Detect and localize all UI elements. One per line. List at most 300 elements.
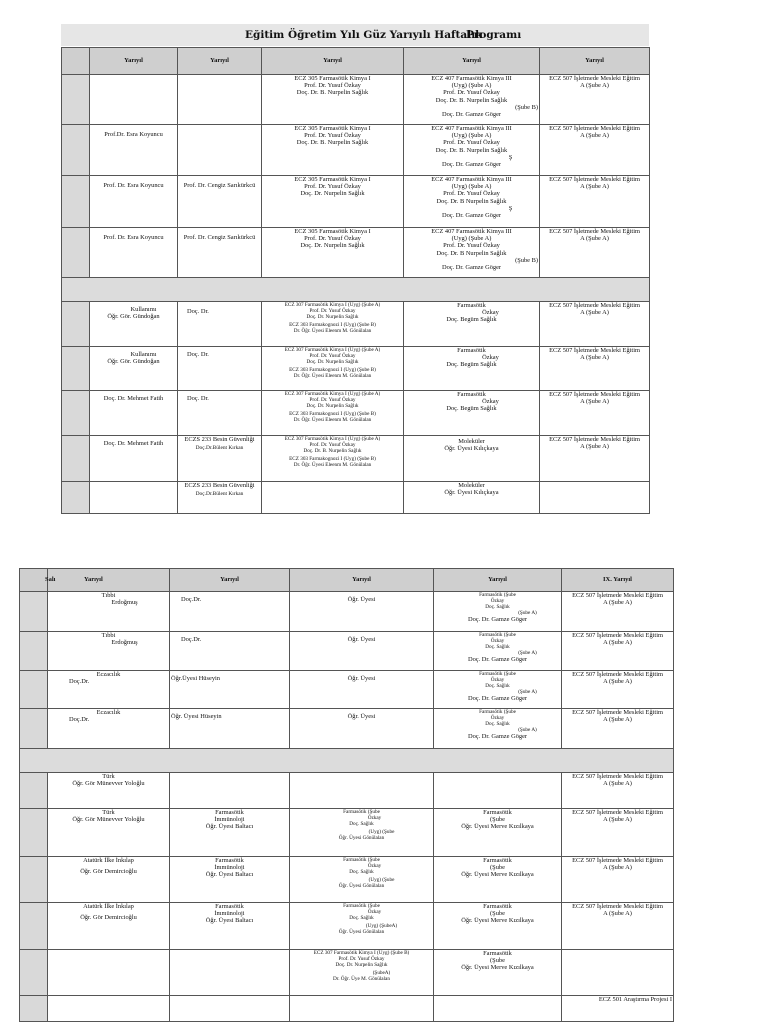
table-cell xyxy=(48,592,170,632)
table-cell xyxy=(290,857,434,903)
cell-line: ECZS 233 Besin Güvenliği xyxy=(184,482,255,489)
cell-line: Türk xyxy=(102,773,115,780)
cell-line: Prof. Dr. Yusuf Özkay xyxy=(304,82,361,90)
cell-line: Doç. Dr. Gamze Göger xyxy=(467,733,528,740)
table-row xyxy=(62,228,650,278)
cell-line: Doç. Dr. xyxy=(187,395,209,402)
cell-line: ECZ 507 İşletmede Mesleki Eğitim xyxy=(572,857,663,864)
cell-line: ECZ 307 Farmasötik Kimya I (Uyg) (Şube A) xyxy=(284,347,381,353)
table-cell xyxy=(290,996,434,1022)
cell-line: Prof. Dr. Yusuf Özkay xyxy=(309,397,356,403)
table-cell xyxy=(170,773,290,809)
table-cell xyxy=(170,996,290,1022)
separator-cell xyxy=(20,749,674,773)
table-cell xyxy=(562,950,674,996)
table-row xyxy=(62,391,650,436)
cell-line: Prof. Dr. Yusuf Özkay xyxy=(309,353,356,359)
cell-line: Öğr. Üyesi Kılıçkaya xyxy=(444,489,499,497)
header-cell: Yarıyıl xyxy=(434,569,562,592)
cell-line: Öğr. Üyesi Merve Kızılkaya xyxy=(461,823,534,831)
cell-line: Doç. Dr. Gamze Göger xyxy=(441,161,502,169)
cell-line: Doç. Dr. Mehmet Fatih xyxy=(103,395,164,402)
cell-line: Öğr. Üyesi xyxy=(347,675,376,682)
cell-line: Öğr. Üyesi Merve Kızılkaya xyxy=(461,964,534,972)
table-cell xyxy=(404,176,540,228)
table-cell xyxy=(178,436,262,482)
table-cell xyxy=(404,302,540,347)
cell-line: Prof. Dr. Yusuf Özkay xyxy=(443,139,500,147)
time-cell xyxy=(20,809,48,857)
cell-line: A (Şube A) xyxy=(603,678,632,686)
cell-line: ECZ 501 Araştırma Projesi I xyxy=(598,996,672,1003)
table-cell xyxy=(170,903,290,950)
cell-line: Doç.Dr. xyxy=(181,636,202,643)
cell-line: ECZ 507 İşletmede Mesleki Eğitim xyxy=(572,773,663,780)
table-cell xyxy=(434,809,562,857)
table-row xyxy=(20,857,674,903)
table-cell xyxy=(434,773,562,809)
time-cell xyxy=(62,391,90,436)
cell-line: Öğr. Üyesi Hüseyin xyxy=(171,713,222,720)
cell-line: Farmasötik xyxy=(483,809,512,816)
table-row xyxy=(20,632,674,671)
cell-line: Doç. Dr. Nurpelin Sağlık xyxy=(335,962,388,968)
cell-line: Türk xyxy=(102,809,115,816)
cell-line: Doç. Dr. Nurpelin Sağlık xyxy=(300,242,365,250)
table-cell xyxy=(562,857,674,903)
cell-line: Öğr. Üyesi Gönülalan xyxy=(338,929,385,935)
cell-line: Öğr. Gör Münevver Yoloğlu xyxy=(72,816,145,824)
cell-line: Doç.Dr.Bülent Kırkan xyxy=(195,445,244,452)
table-row xyxy=(20,671,674,709)
table-cell xyxy=(434,950,562,996)
schedule-table-monday xyxy=(61,47,650,514)
table-row xyxy=(20,950,674,996)
cell-line: ECZ 307 Farmasötik Kimya I (Uyg) (Şube A) xyxy=(284,302,381,308)
cell-line: Doç. Dr. xyxy=(187,351,209,358)
page-title xyxy=(61,24,649,46)
cell-line: Doç. Dr. Gamze Göger xyxy=(467,656,528,663)
table-cell xyxy=(404,482,540,514)
table-cell xyxy=(178,391,262,436)
cell-line: Özkay xyxy=(482,398,499,406)
table-cell xyxy=(404,436,540,482)
table-cell xyxy=(434,996,562,1022)
header-cell: Yarıyıl xyxy=(290,569,434,592)
time-cell xyxy=(20,632,48,671)
table-cell xyxy=(48,809,170,857)
cell-line: Prof. Dr. Yusuf Özkay xyxy=(443,190,500,198)
header-cell: Yarıyıl xyxy=(90,48,178,75)
table-cell xyxy=(90,347,178,391)
table-cell xyxy=(178,482,262,514)
table-row-separator xyxy=(62,278,650,302)
cell-line: Özkay xyxy=(367,863,382,869)
cell-line: Dr. Öğr. Üyesi Eleenm M. Gönülalan xyxy=(293,328,372,334)
cell-line: Doç. Dr. Nurpelin Sağlık xyxy=(300,190,365,198)
table-cell xyxy=(170,709,290,749)
cell-line: Öğr. Üyesi Baltacı xyxy=(205,823,254,831)
table-header-row xyxy=(20,569,674,592)
header-cell xyxy=(20,569,56,592)
cell-line: (Şube B) xyxy=(515,256,538,264)
table-cell xyxy=(48,773,170,809)
cell-line: ECZ 307 Farmasötik Kimya I (Uyg) (Şube B) xyxy=(313,950,410,956)
cell-line: Moleküler xyxy=(458,438,485,445)
cell-line: Farmasötik xyxy=(457,391,486,398)
cell-line: (Uyg) (ŞubeA) xyxy=(365,923,398,929)
table-cell xyxy=(540,75,650,125)
cell-line: Farmasötik xyxy=(215,809,244,816)
cell-line: A (Şube A) xyxy=(603,864,632,872)
cell-line: (Uyg) (Şube A) xyxy=(451,82,492,90)
cell-line: ECZ 303 Farmakognozi I (Uyg) (Şube B) xyxy=(289,456,376,462)
cell-line: A (Şube A) xyxy=(603,639,632,647)
time-cell xyxy=(20,709,48,749)
time-cell xyxy=(62,228,90,278)
header-cell: Yarıyıl xyxy=(540,48,650,75)
cell-line: Doç. Sağlık xyxy=(349,821,374,827)
cell-line: ECZ 507 İşletmede Mesleki Eğitim xyxy=(549,176,640,183)
cell-line: A (Şube A) xyxy=(603,599,632,607)
cell-line: Farmasötik (Şube xyxy=(343,857,380,863)
cell-line: ECZ 507 İşletmede Mesleki Eğitim xyxy=(549,125,640,132)
cell-line: (Uyg) (Şube A) xyxy=(451,183,492,191)
table-cell xyxy=(48,950,170,996)
cell-line: Doç.Dr. xyxy=(69,716,90,724)
table-cell xyxy=(562,996,674,1022)
table-cell xyxy=(540,176,650,228)
cell-line: Doç. Dr. Nurpelin Sağlık xyxy=(306,403,359,409)
cell-line: Doç. Dr. B. Nurpelin Sağlık xyxy=(296,139,369,147)
cell-line: Prof. Dr. Yusuf Özkay xyxy=(309,442,356,448)
cell-line: Prof. Dr. Yusuf Özkay xyxy=(304,183,361,191)
cell-line: ECZ 507 İşletmede Mesleki Eğitim xyxy=(549,75,640,82)
cell-line: Özkay xyxy=(482,354,499,362)
table-cell xyxy=(290,950,434,996)
table-cell xyxy=(404,75,540,125)
table-cell xyxy=(48,632,170,671)
cell-line: Öğr. Üyesi xyxy=(347,596,376,603)
table-cell xyxy=(90,436,178,482)
table-cell xyxy=(48,709,170,749)
cell-line: Ş xyxy=(508,153,513,161)
table-row xyxy=(62,482,650,514)
table-row xyxy=(62,125,650,176)
cell-line: ECZ 307 Farmasötik Kimya I (Uyg) (Şube A) xyxy=(284,436,381,442)
cell-line: Öğr. Üyesi xyxy=(347,636,376,643)
cell-line: (Şube xyxy=(490,910,505,918)
cell-line: (Şube A) xyxy=(518,727,537,733)
table-cell xyxy=(262,436,404,482)
cell-line: İmmünoloji xyxy=(214,864,245,872)
cell-line: Öğr. Gör Demircioğlu xyxy=(80,914,137,922)
cell-line: Dr. Öğr. Üyesi Eleenm M. Gönülalan xyxy=(293,462,372,468)
time-cell xyxy=(20,996,48,1022)
cell-line: Öğr. Üyesi Baltacı xyxy=(205,871,254,879)
cell-line: Prof. Dr. Esra Koyuncu xyxy=(103,182,164,189)
cell-line: Özkay xyxy=(490,715,505,721)
time-cell xyxy=(20,903,48,950)
cell-line: Farmasötik (Şube xyxy=(343,903,380,909)
table-cell xyxy=(404,228,540,278)
cell-line: ECZ 305 Farmasötik Kimya I xyxy=(294,125,371,132)
cell-line: Prof. Dr. Cengiz Sarıkürkcü xyxy=(183,234,256,241)
table-cell xyxy=(90,75,178,125)
cell-line: A (Şube A) xyxy=(580,235,609,243)
schedule-table-tuesday xyxy=(19,568,674,1022)
cell-line: (Şube B) xyxy=(515,103,538,111)
cell-line: Doç. Begüm Sağlık xyxy=(446,361,497,369)
cell-line: Doç. Dr. xyxy=(187,308,209,315)
cell-line: Doç.Dr.Bülent Kırkan xyxy=(195,491,244,498)
cell-line: ECZ 507 İşletmede Mesleki Eğitim xyxy=(549,347,640,354)
table-cell xyxy=(290,903,434,950)
cell-line: (Uyg) (Şube A) xyxy=(451,132,492,140)
cell-line: Doç. Dr. B. Nurpelin Sağlık xyxy=(435,96,508,104)
cell-line: Doç. Dr. Gamze Göger xyxy=(441,264,502,272)
table-cell xyxy=(262,347,404,391)
cell-line: (Şube A) xyxy=(518,610,537,616)
cell-line: ECZ 305 Farmasötik Kimya I xyxy=(294,176,371,183)
cell-line: Dr. Öğr. Üyesi Eleenm M. Gönülalan xyxy=(293,373,372,379)
table-cell xyxy=(562,671,674,709)
header-day: Salı xyxy=(45,576,56,584)
cell-line: Öğr. Gör Demircioğlu xyxy=(80,868,137,876)
cell-line: A (Şube A) xyxy=(580,183,609,191)
table-row xyxy=(62,302,650,347)
cell-line: Ş xyxy=(508,204,513,212)
cell-line: Öğr. Gör. Gündoğan xyxy=(107,313,160,321)
cell-line: (Uyg) (Şube xyxy=(368,829,395,835)
cell-line: Doç. Dr. B Nurpelin Sağlık xyxy=(436,197,507,205)
cell-line: Doç. Dr. Nurpelin Sağlık xyxy=(306,314,359,320)
table-cell xyxy=(170,857,290,903)
cell-line: ECZ 307 Farmasötik Kimya I (Uyg) (Şube A) xyxy=(284,391,381,397)
time-cell xyxy=(62,347,90,391)
cell-line: İmmünoloji xyxy=(214,910,245,918)
table-row xyxy=(20,773,674,809)
title-left: Eğitim Öğretim Yılı Güz Yarıyılı Haftalık xyxy=(245,29,483,41)
cell-line: (Şube A) xyxy=(518,650,537,656)
cell-line: Prof. Dr. Yusuf Özkay xyxy=(304,132,361,140)
cell-line: ECZ 507 İşletmede Mesleki Eğitim xyxy=(572,709,663,716)
time-cell xyxy=(62,436,90,482)
table-cell xyxy=(290,809,434,857)
table-cell xyxy=(540,391,650,436)
cell-line: A (Şube A) xyxy=(580,309,609,317)
cell-line: (Uyg) (Şube xyxy=(368,877,395,883)
cell-line: Öğr. Gör. Gündoğan xyxy=(107,358,160,366)
cell-line: ECZ 507 İşletmede Mesleki Eğitim xyxy=(549,436,640,443)
cell-line: Prof. Dr. Esra Koyuncu xyxy=(103,234,164,241)
table-cell xyxy=(178,176,262,228)
cell-line: Farmasötik xyxy=(215,903,244,910)
cell-line: ECZ 305 Farmasötik Kimya I xyxy=(294,75,371,82)
cell-line: ECZ 507 İşletmede Mesleki Eğitim xyxy=(549,391,640,398)
table-cell xyxy=(262,228,404,278)
cell-line: ECZ 507 İşletmede Mesleki Eğitim xyxy=(549,302,640,309)
table-cell xyxy=(90,302,178,347)
cell-line: Prof. Dr. Yusuf Özkay xyxy=(338,956,385,962)
cell-line: Öğr.Üyesi Hüseyin xyxy=(171,675,220,682)
cell-line: Tıbbi xyxy=(101,632,116,639)
table-row xyxy=(20,709,674,749)
table-cell xyxy=(404,347,540,391)
cell-line: A (Şube A) xyxy=(603,716,632,724)
cell-line: Doç. Sağlık xyxy=(485,721,510,727)
cell-line: Doç.Dr. xyxy=(69,678,90,686)
cell-line: Kullanımı xyxy=(130,306,157,313)
table-cell xyxy=(540,125,650,176)
table-cell xyxy=(178,125,262,176)
table-cell xyxy=(262,125,404,176)
cell-line: Prof. Dr. Yusuf Özkay xyxy=(443,242,500,250)
separator-cell xyxy=(62,278,650,302)
cell-line: Farmasötik (Şube xyxy=(479,671,516,677)
table-cell xyxy=(562,903,674,950)
cell-line: Doç.Dr. xyxy=(181,596,202,603)
table-row-separator xyxy=(20,749,674,773)
table-cell xyxy=(434,709,562,749)
cell-line: Farmasötik xyxy=(215,857,244,864)
time-cell xyxy=(62,125,90,176)
cell-line: Öğr. Üyesi Gönülalan xyxy=(338,835,385,841)
table-cell xyxy=(90,125,178,176)
cell-line: Erdoğmuş xyxy=(111,639,138,647)
table-cell xyxy=(434,632,562,671)
cell-line: Farmasötik xyxy=(457,347,486,354)
table-cell xyxy=(178,228,262,278)
cell-line: (Şube xyxy=(490,816,505,824)
table-cell xyxy=(262,75,404,125)
cell-line: Prof.Dr. Esra Koyuncu xyxy=(104,131,163,138)
table-cell xyxy=(540,302,650,347)
table-cell xyxy=(48,671,170,709)
cell-line: Farmasötik (Şube xyxy=(343,809,380,815)
cell-line: Özkay xyxy=(490,638,505,644)
cell-line: (Uyg) (Şube A) xyxy=(451,235,492,243)
table-row xyxy=(20,592,674,632)
cell-line: Doç. Dr. Gamze Göger xyxy=(441,212,502,220)
cell-line: Öğr. Üyesi Merve Kızılkaya xyxy=(461,871,534,879)
table-cell xyxy=(434,671,562,709)
table-cell xyxy=(562,709,674,749)
cell-line: Farmasötik (Şube xyxy=(479,632,516,638)
table-row xyxy=(62,347,650,391)
time-cell xyxy=(20,950,48,996)
table-cell xyxy=(540,482,650,514)
cell-line: Doç. Sağlık xyxy=(485,644,510,650)
time-cell xyxy=(20,671,48,709)
cell-line: (Şube A) xyxy=(518,689,537,695)
cell-line: A (Şube A) xyxy=(603,816,632,824)
header-cell: Yarıyıl xyxy=(170,569,290,592)
cell-line: (Şube xyxy=(490,864,505,872)
cell-line: (Şube xyxy=(490,957,505,965)
cell-line: ECZ 407 Farmasötik Kimya III xyxy=(431,228,512,235)
cell-line: Doç. Begüm Sağlık xyxy=(446,316,497,324)
table-row xyxy=(20,809,674,857)
cell-line: Erdoğmuş xyxy=(111,599,138,607)
table-cell xyxy=(90,482,178,514)
table-cell xyxy=(178,75,262,125)
cell-line: Doç. Sağlık xyxy=(485,604,510,610)
header-cell: Yarıyıl xyxy=(404,48,540,75)
header-cell: Yarıyıl xyxy=(262,48,404,75)
table-cell xyxy=(262,302,404,347)
cell-line: Doç. Dr. B. Nurpelin Sağlık xyxy=(303,448,362,454)
cell-line: Öğr. Üyesi xyxy=(347,713,376,720)
cell-line: Doç. Sağlık xyxy=(485,683,510,689)
cell-line: Doç. Dr. Mehmet Fatih xyxy=(103,440,164,447)
table-header-row xyxy=(62,48,650,75)
cell-line: Doç. Dr. Gamze Göger xyxy=(467,695,528,702)
header-cell: Yarıyıl xyxy=(178,48,262,75)
cell-line: Öğr. Üyesi Merve Kızılkaya xyxy=(461,917,534,925)
table-cell xyxy=(48,903,170,950)
cell-line: ECZ 507 İşletmede Mesleki Eğitim xyxy=(572,809,663,816)
cell-line: Özkay xyxy=(367,815,382,821)
cell-line: Doç. Dr. Gamze Göger xyxy=(441,111,502,119)
cell-line: (ŞubeA) xyxy=(372,970,391,976)
cell-line: Eczacılık xyxy=(96,671,121,678)
table-cell xyxy=(178,347,262,391)
table-row xyxy=(20,996,674,1022)
table-row xyxy=(62,436,650,482)
cell-line: ECZ 507 İşletmede Mesleki Eğitim xyxy=(572,903,663,910)
table-cell xyxy=(262,482,404,514)
cell-line: A (Şube A) xyxy=(603,780,632,788)
cell-line: ECZ 507 İşletmede Mesleki Eğitim xyxy=(572,632,663,639)
cell-line: Eczacılık xyxy=(96,709,121,716)
cell-line: A (Şube A) xyxy=(580,82,609,90)
cell-line: Atatürk İlke İnkılap xyxy=(83,857,134,864)
table-cell xyxy=(290,592,434,632)
cell-line: ECZ 303 Farmakognozi I (Uyg) (Şube B) xyxy=(289,367,376,373)
table-cell xyxy=(290,773,434,809)
cell-line: Öğr. Üyesi Kılıçkaya xyxy=(444,445,499,453)
cell-line: Prof. Dr. Yusuf Özkay xyxy=(304,235,361,243)
table-cell xyxy=(562,632,674,671)
time-cell xyxy=(20,857,48,903)
cell-line: Özkay xyxy=(367,909,382,915)
table-cell xyxy=(90,176,178,228)
cell-line: Prof. Dr. Yusuf Özkay xyxy=(443,89,500,97)
time-cell xyxy=(20,592,48,632)
table-cell xyxy=(404,391,540,436)
cell-line: Doç. Dr. Gamze Göger xyxy=(467,616,528,623)
cell-line: A (Şube A) xyxy=(580,132,609,140)
table-cell xyxy=(434,857,562,903)
table-cell xyxy=(434,903,562,950)
table-row xyxy=(62,176,650,228)
time-cell xyxy=(62,75,90,125)
table-cell xyxy=(262,391,404,436)
table-cell xyxy=(90,228,178,278)
cell-line: ECZ 305 Farmasötik Kimya I xyxy=(294,228,371,235)
cell-line: A (Şube A) xyxy=(580,354,609,362)
cell-line: Farmasötik xyxy=(457,302,486,309)
time-cell xyxy=(62,176,90,228)
cell-line: Doç. Sağlık xyxy=(349,915,374,921)
table-cell xyxy=(90,391,178,436)
cell-line: A (Şube A) xyxy=(603,910,632,918)
cell-line: ECZ 407 Farmasötik Kimya III xyxy=(431,176,512,183)
cell-line: Farmasötik (Şube xyxy=(479,592,516,598)
cell-line: ECZ 407 Farmasötik Kimya III xyxy=(431,75,512,82)
cell-line: Doç. Dr. B. Nurpelin Sağlık xyxy=(296,89,369,97)
